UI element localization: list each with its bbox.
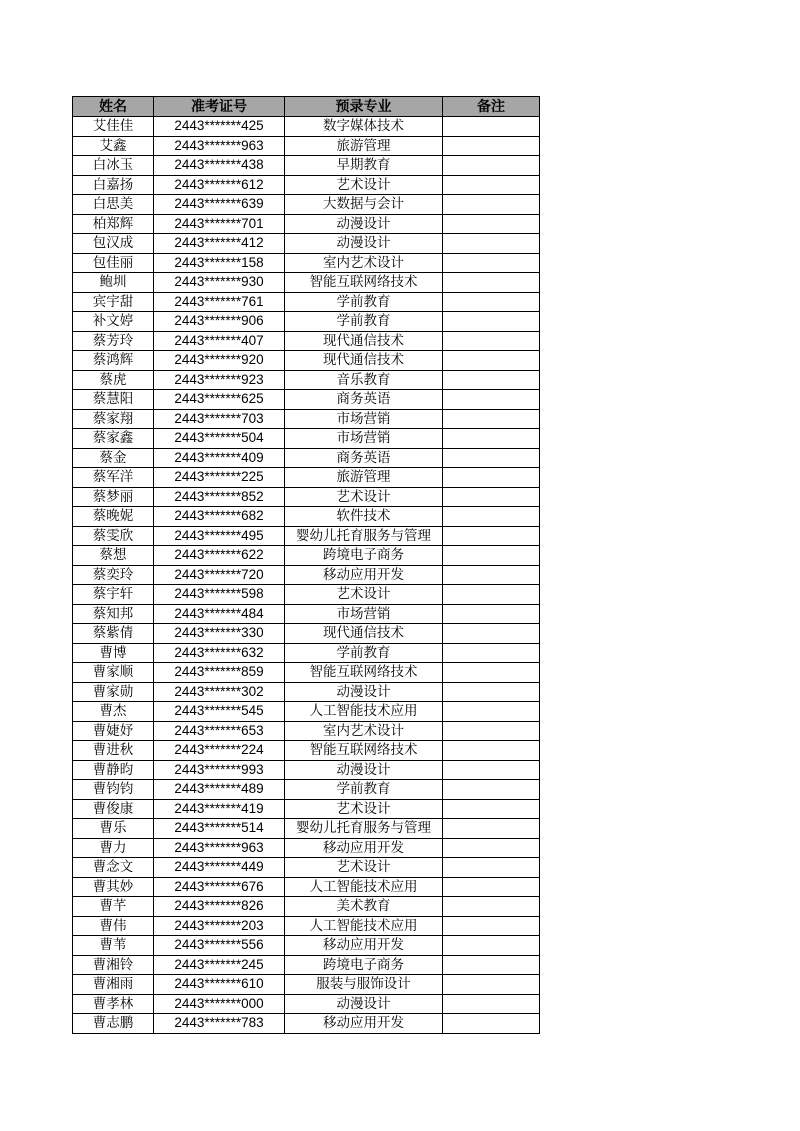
header-major: 预录专业 — [285, 97, 443, 117]
cell-major: 跨境电子商务 — [285, 546, 443, 566]
cell-exam-id: 2443*******495 — [154, 526, 285, 546]
cell-remark — [443, 175, 540, 195]
cell-remark — [443, 468, 540, 488]
table-row — [73, 975, 540, 995]
cell-remark — [443, 682, 540, 702]
cell-major: 智能互联网络技术 — [285, 273, 443, 293]
cell-name: 曹俊康 — [73, 799, 154, 819]
header-exam-id: 准考证号 — [154, 97, 285, 117]
cell-major: 动漫设计 — [285, 760, 443, 780]
cell-exam-id: 2443*******923 — [154, 370, 285, 390]
cell-exam-id: 2443*******000 — [154, 994, 285, 1014]
cell-exam-id: 2443*******682 — [154, 507, 285, 527]
table-row — [73, 604, 540, 624]
cell-name: 蔡鸿辉 — [73, 351, 154, 371]
cell-exam-id: 2443*******963 — [154, 838, 285, 858]
cell-major: 跨境电子商务 — [285, 955, 443, 975]
cell-exam-id: 2443*******598 — [154, 585, 285, 605]
cell-name: 包佳丽 — [73, 253, 154, 273]
cell-name: 蔡奕玲 — [73, 565, 154, 585]
cell-exam-id: 2443*******859 — [154, 663, 285, 683]
cell-exam-id: 2443*******419 — [154, 799, 285, 819]
table-row — [73, 448, 540, 468]
cell-remark — [443, 156, 540, 176]
table-row — [73, 253, 540, 273]
cell-remark — [443, 624, 540, 644]
cell-remark — [443, 390, 540, 410]
cell-remark — [443, 370, 540, 390]
cell-remark — [443, 292, 540, 312]
cell-remark — [443, 507, 540, 527]
cell-name: 艾佳佳 — [73, 117, 154, 137]
cell-name: 曹博 — [73, 643, 154, 663]
cell-major: 艺术设计 — [285, 175, 443, 195]
cell-exam-id: 2443*******412 — [154, 234, 285, 254]
cell-major: 动漫设计 — [285, 234, 443, 254]
table-body — [73, 117, 540, 1034]
cell-exam-id: 2443*******425 — [154, 117, 285, 137]
cell-major: 商务英语 — [285, 390, 443, 410]
cell-major: 艺术设计 — [285, 858, 443, 878]
cell-remark — [443, 663, 540, 683]
table-row — [73, 468, 540, 488]
table-row — [73, 877, 540, 897]
cell-remark — [443, 234, 540, 254]
cell-name: 蔡想 — [73, 546, 154, 566]
cell-name: 曹伟 — [73, 916, 154, 936]
cell-remark — [443, 838, 540, 858]
cell-remark — [443, 117, 540, 137]
cell-remark — [443, 819, 540, 839]
table-row — [73, 624, 540, 644]
cell-remark — [443, 429, 540, 449]
cell-major: 音乐教育 — [285, 370, 443, 390]
cell-major: 室内艺术设计 — [285, 721, 443, 741]
cell-exam-id: 2443*******224 — [154, 741, 285, 761]
cell-remark — [443, 546, 540, 566]
cell-name: 曹杰 — [73, 702, 154, 722]
table-row — [73, 390, 540, 410]
cell-exam-id: 2443*******610 — [154, 975, 285, 995]
table-row — [73, 292, 540, 312]
cell-remark — [443, 136, 540, 156]
table-row — [73, 916, 540, 936]
table-row — [73, 234, 540, 254]
cell-exam-id: 2443*******330 — [154, 624, 285, 644]
cell-exam-id: 2443*******701 — [154, 214, 285, 234]
cell-major: 学前教育 — [285, 312, 443, 332]
cell-remark — [443, 799, 540, 819]
table-row — [73, 663, 540, 683]
cell-name: 蔡家鑫 — [73, 429, 154, 449]
table-row — [73, 721, 540, 741]
cell-exam-id: 2443*******653 — [154, 721, 285, 741]
cell-exam-id: 2443*******920 — [154, 351, 285, 371]
cell-exam-id: 2443*******676 — [154, 877, 285, 897]
cell-name: 曹苇 — [73, 936, 154, 956]
cell-exam-id: 2443*******504 — [154, 429, 285, 449]
cell-remark — [443, 780, 540, 800]
cell-name: 蔡慧阳 — [73, 390, 154, 410]
cell-name: 曹家顺 — [73, 663, 154, 683]
cell-exam-id: 2443*******225 — [154, 468, 285, 488]
table-row — [73, 702, 540, 722]
cell-exam-id: 2443*******826 — [154, 897, 285, 917]
cell-name: 蔡雯欣 — [73, 526, 154, 546]
cell-major: 早期教育 — [285, 156, 443, 176]
cell-name: 白冰玉 — [73, 156, 154, 176]
cell-exam-id: 2443*******622 — [154, 546, 285, 566]
cell-exam-id: 2443*******449 — [154, 858, 285, 878]
table-row — [73, 195, 540, 215]
cell-major: 婴幼儿托育服务与管理 — [285, 819, 443, 839]
cell-exam-id: 2443*******302 — [154, 682, 285, 702]
table-row — [73, 312, 540, 332]
cell-exam-id: 2443*******993 — [154, 760, 285, 780]
cell-name: 蔡梦丽 — [73, 487, 154, 507]
cell-remark — [443, 877, 540, 897]
table-row — [73, 370, 540, 390]
cell-major: 艺术设计 — [285, 799, 443, 819]
cell-remark — [443, 760, 540, 780]
cell-remark — [443, 936, 540, 956]
cell-exam-id: 2443*******703 — [154, 409, 285, 429]
cell-name: 蔡虎 — [73, 370, 154, 390]
cell-name: 蔡知邦 — [73, 604, 154, 624]
cell-exam-id: 2443*******484 — [154, 604, 285, 624]
table-row — [73, 156, 540, 176]
cell-exam-id: 2443*******963 — [154, 136, 285, 156]
cell-remark — [443, 253, 540, 273]
cell-name: 蔡金 — [73, 448, 154, 468]
cell-name: 曹力 — [73, 838, 154, 858]
table-row — [73, 643, 540, 663]
cell-remark — [443, 487, 540, 507]
cell-exam-id: 2443*******556 — [154, 936, 285, 956]
cell-name: 蔡家翔 — [73, 409, 154, 429]
cell-remark — [443, 975, 540, 995]
table-row — [73, 994, 540, 1014]
cell-major: 移动应用开发 — [285, 565, 443, 585]
cell-remark — [443, 721, 540, 741]
cell-major: 软件技术 — [285, 507, 443, 527]
cell-major: 人工智能技术应用 — [285, 916, 443, 936]
cell-remark — [443, 1014, 540, 1034]
cell-exam-id: 2443*******783 — [154, 1014, 285, 1034]
cell-name: 蔡紫倩 — [73, 624, 154, 644]
cell-remark — [443, 955, 540, 975]
cell-remark — [443, 741, 540, 761]
table-row — [73, 741, 540, 761]
cell-major: 旅游管理 — [285, 136, 443, 156]
header-name: 姓名 — [73, 97, 154, 117]
cell-remark — [443, 409, 540, 429]
cell-remark — [443, 331, 540, 351]
cell-exam-id: 2443*******545 — [154, 702, 285, 722]
cell-major: 旅游管理 — [285, 468, 443, 488]
cell-name: 蔡军洋 — [73, 468, 154, 488]
cell-major: 市场营销 — [285, 429, 443, 449]
cell-major: 学前教育 — [285, 643, 443, 663]
cell-exam-id: 2443*******158 — [154, 253, 285, 273]
cell-name: 蔡晚妮 — [73, 507, 154, 527]
cell-remark — [443, 858, 540, 878]
table-row — [73, 682, 540, 702]
cell-major: 人工智能技术应用 — [285, 877, 443, 897]
cell-name: 曹其妙 — [73, 877, 154, 897]
cell-name: 曹婕妤 — [73, 721, 154, 741]
cell-major: 学前教育 — [285, 780, 443, 800]
table-row — [73, 214, 540, 234]
cell-major: 婴幼儿托育服务与管理 — [285, 526, 443, 546]
cell-name: 曹静昀 — [73, 760, 154, 780]
cell-remark — [443, 585, 540, 605]
table-row — [73, 838, 540, 858]
table-row — [73, 546, 540, 566]
table-row — [73, 487, 540, 507]
cell-exam-id: 2443*******407 — [154, 331, 285, 351]
table-row — [73, 799, 540, 819]
cell-major: 学前教育 — [285, 292, 443, 312]
cell-name: 柏郑辉 — [73, 214, 154, 234]
table-row — [73, 585, 540, 605]
cell-major: 服装与服饰设计 — [285, 975, 443, 995]
cell-remark — [443, 604, 540, 624]
cell-remark — [443, 448, 540, 468]
cell-exam-id: 2443*******489 — [154, 780, 285, 800]
cell-exam-id: 2443*******639 — [154, 195, 285, 215]
table-row — [73, 565, 540, 585]
cell-remark — [443, 897, 540, 917]
cell-remark — [443, 916, 540, 936]
table-row — [73, 780, 540, 800]
cell-major: 艺术设计 — [285, 585, 443, 605]
header-remark: 备注 — [443, 97, 540, 117]
cell-major: 动漫设计 — [285, 214, 443, 234]
table-row — [73, 955, 540, 975]
table-row — [73, 897, 540, 917]
cell-name: 包汉成 — [73, 234, 154, 254]
cell-major: 智能互联网络技术 — [285, 741, 443, 761]
cell-major: 大数据与会计 — [285, 195, 443, 215]
cell-major: 移动应用开发 — [285, 838, 443, 858]
cell-name: 曹家勋 — [73, 682, 154, 702]
table-row — [73, 507, 540, 527]
cell-exam-id: 2443*******245 — [154, 955, 285, 975]
table-row — [73, 273, 540, 293]
table-row — [73, 429, 540, 449]
table-row — [73, 136, 540, 156]
cell-major: 美术教育 — [285, 897, 443, 917]
cell-name: 曹念文 — [73, 858, 154, 878]
cell-major: 动漫设计 — [285, 682, 443, 702]
admission-table — [72, 96, 540, 1034]
cell-major: 现代通信技术 — [285, 331, 443, 351]
cell-exam-id: 2443*******761 — [154, 292, 285, 312]
cell-major: 智能互联网络技术 — [285, 663, 443, 683]
cell-remark — [443, 312, 540, 332]
cell-major: 移动应用开发 — [285, 1014, 443, 1034]
cell-major: 商务英语 — [285, 448, 443, 468]
cell-name: 曹芊 — [73, 897, 154, 917]
cell-name: 白嘉扬 — [73, 175, 154, 195]
table-row — [73, 760, 540, 780]
cell-exam-id: 2443*******625 — [154, 390, 285, 410]
cell-exam-id: 2443*******906 — [154, 312, 285, 332]
cell-name: 曹孝林 — [73, 994, 154, 1014]
cell-name: 曹乐 — [73, 819, 154, 839]
cell-exam-id: 2443*******720 — [154, 565, 285, 585]
cell-exam-id: 2443*******852 — [154, 487, 285, 507]
cell-remark — [443, 526, 540, 546]
header-row — [73, 97, 540, 117]
cell-exam-id: 2443*******438 — [154, 156, 285, 176]
cell-name: 蔡芳玲 — [73, 331, 154, 351]
cell-major: 市场营销 — [285, 409, 443, 429]
cell-remark — [443, 994, 540, 1014]
cell-major: 人工智能技术应用 — [285, 702, 443, 722]
cell-name: 艾鑫 — [73, 136, 154, 156]
table-row — [73, 1014, 540, 1034]
cell-remark — [443, 702, 540, 722]
cell-remark — [443, 195, 540, 215]
cell-exam-id: 2443*******612 — [154, 175, 285, 195]
table-row — [73, 819, 540, 839]
cell-major: 现代通信技术 — [285, 351, 443, 371]
cell-major: 艺术设计 — [285, 487, 443, 507]
cell-exam-id: 2443*******632 — [154, 643, 285, 663]
cell-exam-id: 2443*******514 — [154, 819, 285, 839]
cell-major: 数字媒体技术 — [285, 117, 443, 137]
cell-name: 曹湘雨 — [73, 975, 154, 995]
cell-remark — [443, 643, 540, 663]
cell-remark — [443, 565, 540, 585]
cell-name: 曹钧钧 — [73, 780, 154, 800]
table-row — [73, 858, 540, 878]
cell-remark — [443, 214, 540, 234]
table-row — [73, 526, 540, 546]
cell-name: 鲍圳 — [73, 273, 154, 293]
cell-name: 补文婷 — [73, 312, 154, 332]
table-row — [73, 936, 540, 956]
cell-name: 曹湘铃 — [73, 955, 154, 975]
cell-major: 动漫设计 — [285, 994, 443, 1014]
cell-name: 宾宇甜 — [73, 292, 154, 312]
cell-name: 蔡宇轩 — [73, 585, 154, 605]
table-row — [73, 117, 540, 137]
table-row — [73, 351, 540, 371]
cell-major: 现代通信技术 — [285, 624, 443, 644]
cell-major: 室内艺术设计 — [285, 253, 443, 273]
cell-name: 曹志鹏 — [73, 1014, 154, 1034]
table-row — [73, 175, 540, 195]
table-row — [73, 409, 540, 429]
cell-remark — [443, 273, 540, 293]
cell-major: 市场营销 — [285, 604, 443, 624]
table-row — [73, 331, 540, 351]
cell-name: 曹进秋 — [73, 741, 154, 761]
cell-major: 移动应用开发 — [285, 936, 443, 956]
cell-exam-id: 2443*******930 — [154, 273, 285, 293]
cell-remark — [443, 351, 540, 371]
cell-exam-id: 2443*******203 — [154, 916, 285, 936]
cell-name: 白思美 — [73, 195, 154, 215]
cell-exam-id: 2443*******409 — [154, 448, 285, 468]
